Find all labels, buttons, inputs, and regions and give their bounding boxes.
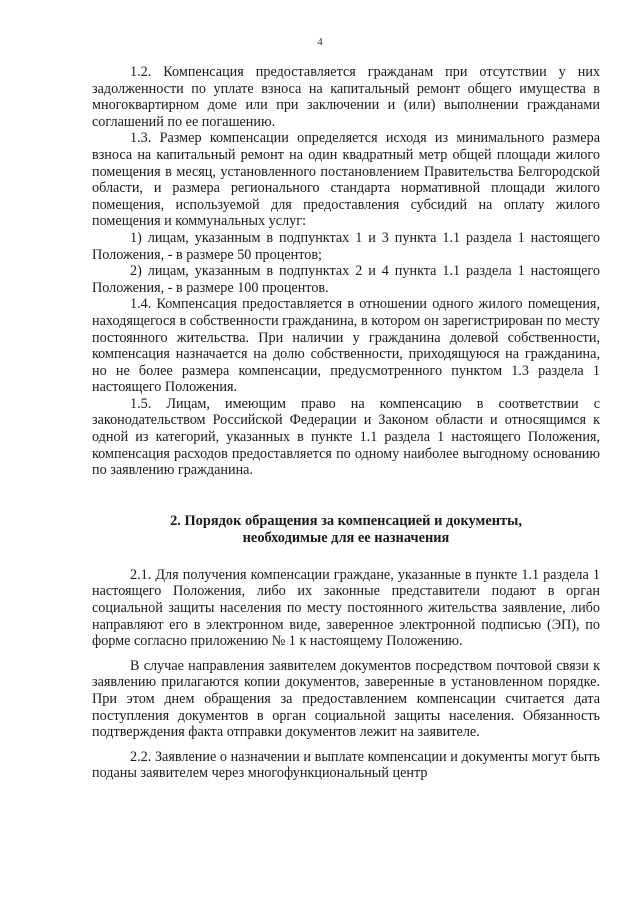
list-item-1: 1) лицам, указанным в подпунктах 1 и 3 пункта 1.1 раздела 1 настоящего Положения, - в размере 50 процентов; bbox=[92, 229, 600, 263]
paragraph-2-1: 2.1. Для получения компенсации граждане, указанные в пункте 1.1 раздела 1 настоящего Положения, либо их законные представители подают в орган социальной защиты населения по месту постоянного жительства заявление, либо направляют его в электронном виде, заверенное электронной подписью (ЭП), по форме согласно приложению № 1 к настоящему Положению. bbox=[92, 566, 600, 650]
paragraph-1-3: 1.3. Размер компенсации определяется исходя из минимального размера взноса на капитальный ремонт на один квадратный метр общей площади жилого помещения в месяц, установленного постановлением Правительства Белгородской области, и размера регионального стандарта нормативной площади жилого помещения, используемой для предоставления субсидий на оплату жилого помещения и коммунальных услуг: bbox=[92, 130, 600, 230]
paragraph-spacer bbox=[92, 741, 600, 749]
paragraph-spacer bbox=[92, 650, 600, 658]
section-heading bbox=[92, 513, 600, 547]
paragraph-2-2: 2.2. Заявление о назначении и выплате компенсации и документы могут быть поданы заявителем через многофункциональный центр bbox=[92, 748, 600, 782]
paragraph-1-4: 1.4. Компенсация предоставляется в отношении одного жилого помещения, находящегося в собственности гражданина, в котором он зарегистрирован по месту постоянного жительства. При наличии у гражданина долевой собственности, компенсация назначается на долю собственности, приходящуюся на гражданина, но не более размера компенсации, предусмотренного пунктом 1.3 раздела 1 настоящего Положения. bbox=[92, 296, 600, 396]
list-item-2: 2) лицам, указанным в подпунктах 2 и 4 пункта 1.1 раздела 1 настоящего Положения, - в размере 100 процентов. bbox=[92, 263, 600, 296]
section-heading-line-1: 2. Порядок обращения за компенсацией и документы, bbox=[170, 512, 522, 529]
document-body bbox=[92, 64, 600, 782]
page-number: 4 bbox=[317, 36, 323, 48]
paragraph-postal: В случае направления заявителем документов посредством почтовой связи к заявлению прилагаются копии документов, заверенные в установленном порядке. При этом днем обращения за предоставлением компенсации считается дата поступления документов в орган социальной защиты населения. Обязанность подтверждения факта отправки документов лежит на заявителе. bbox=[92, 657, 600, 741]
section-heading-line-2: необходимые для ее назначения bbox=[242, 529, 450, 546]
paragraph-1-5: 1.5. Лицам, имеющим право на компенсацию в соответствии с законодательством Российской Федерации и Законом области и относящимся к одной из категорий, указанных в пункте 1.1 раздела 1 настоящего Положения, компенсация расходов предоставляется по одному наиболее выгодному основанию по заявлению гражданина. bbox=[92, 395, 600, 479]
paragraph-1-2: 1.2. Компенсация предоставляется гражданам при отсутствии у них задолженности по уплате взноса на капитальный ремонт общего имущества в многоквартирном доме или при заключении и (или) выполнении гражданами соглашений по ее погашению. bbox=[92, 64, 600, 130]
